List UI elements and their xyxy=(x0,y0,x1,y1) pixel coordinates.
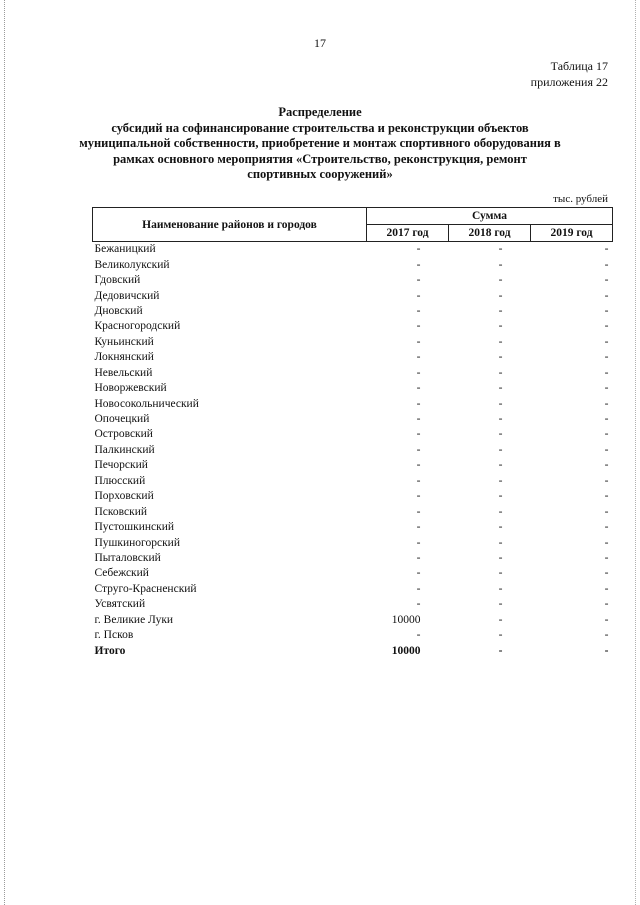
row-value-2018: - xyxy=(498,582,503,595)
row-value-2019: - xyxy=(604,474,609,487)
row-name: Пустошкинский xyxy=(94,521,175,534)
row-name: Пушкиногорский xyxy=(94,536,180,549)
row-name: Новоржевский xyxy=(94,382,167,395)
table-row xyxy=(93,535,613,550)
table-row xyxy=(93,304,613,319)
row-value-2017: - xyxy=(416,413,421,426)
row-value-2019: - xyxy=(604,536,609,549)
row-value-2019: - xyxy=(604,243,609,256)
title-line4: рамках основного мероприятия «Строительство, реконструкция, ремонт xyxy=(113,151,527,166)
title-line3: муниципальной собственности, приобретение и монтаж спортивного оборудования в xyxy=(79,136,561,150)
document-title xyxy=(60,105,580,183)
table-row xyxy=(93,628,613,643)
row-value-2017: - xyxy=(416,551,421,564)
table-row xyxy=(93,613,613,628)
total-label: Итого xyxy=(94,644,126,657)
table-row xyxy=(93,412,613,427)
row-value-2018: - xyxy=(498,382,503,395)
row-name: Себежский xyxy=(94,567,149,580)
row-name: Палкинский xyxy=(94,443,155,456)
row-value-2017: - xyxy=(416,304,421,317)
header-year-2017: 2017 год xyxy=(367,225,449,242)
table-row xyxy=(93,366,613,381)
total-value-2019: - xyxy=(604,644,609,657)
row-value-2017: - xyxy=(416,366,421,379)
row-value-2018: - xyxy=(498,274,503,287)
scan-edge-left xyxy=(4,0,6,905)
table-row xyxy=(93,257,613,272)
row-value-2019: - xyxy=(604,567,609,580)
table-header-row xyxy=(93,208,613,225)
table-row xyxy=(93,350,613,365)
row-value-2017: - xyxy=(416,320,421,333)
title-line1: Распределение xyxy=(278,105,362,119)
row-value-2019: - xyxy=(604,598,609,611)
row-name: Куньинский xyxy=(94,335,154,348)
row-value-2017: - xyxy=(416,382,421,395)
row-value-2018: - xyxy=(498,551,503,564)
row-value-2018: - xyxy=(498,304,503,317)
row-value-2018: - xyxy=(498,505,503,518)
table-total-row xyxy=(93,643,613,658)
row-value-2017: - xyxy=(416,505,421,518)
row-value-2018: - xyxy=(498,443,503,456)
row-value-2018: - xyxy=(498,536,503,549)
distribution-table xyxy=(92,207,613,659)
row-name: Локнянский xyxy=(94,351,154,364)
table-row xyxy=(93,520,613,535)
table-row xyxy=(93,242,613,258)
row-value-2017: - xyxy=(416,274,421,287)
row-value-2018: - xyxy=(498,629,503,642)
table-reference-line1: Таблица 17 xyxy=(550,59,608,73)
scan-edge-right xyxy=(635,0,637,905)
row-name: Невельский xyxy=(94,366,153,379)
row-value-2017: - xyxy=(416,459,421,472)
row-value-2018: - xyxy=(498,413,503,426)
row-name: г. Псков xyxy=(94,629,134,642)
row-name: Новосокольнический xyxy=(94,397,199,410)
row-name: Псковский xyxy=(94,505,148,518)
row-value-2017: - xyxy=(416,567,421,580)
row-value-2019: - xyxy=(604,582,609,595)
row-value-2019: - xyxy=(604,397,609,410)
total-value-2018: - xyxy=(498,644,503,657)
header-year-2018: 2018 год xyxy=(449,225,531,242)
row-value-2017: - xyxy=(416,289,421,302)
row-name: Красногородский xyxy=(94,320,181,333)
row-value-2017: - xyxy=(416,521,421,534)
row-value-2017: - xyxy=(416,397,421,410)
row-value-2019: - xyxy=(604,413,609,426)
row-name: Великолукский xyxy=(94,258,170,271)
row-value-2018: - xyxy=(498,243,503,256)
row-value-2019: - xyxy=(604,351,609,364)
row-value-2017: - xyxy=(416,335,421,348)
table-row xyxy=(93,489,613,504)
table-row xyxy=(93,381,613,396)
table-row xyxy=(93,474,613,489)
row-value-2018: - xyxy=(498,335,503,348)
row-value-2018: - xyxy=(498,289,503,302)
row-value-2019: - xyxy=(604,551,609,564)
header-year-2019: 2019 год xyxy=(531,225,613,242)
table-row xyxy=(93,273,613,288)
row-value-2019: - xyxy=(604,505,609,518)
row-value-2018: - xyxy=(498,459,503,472)
row-value-2018: - xyxy=(498,521,503,534)
header-sum: Сумма xyxy=(367,208,613,225)
row-value-2017: - xyxy=(416,629,421,642)
table-row xyxy=(93,458,613,473)
row-name: Дновский xyxy=(94,304,143,317)
title-line2: субсидий на софинансирование строительства и реконструкции объектов xyxy=(111,120,529,135)
row-value-2017: - xyxy=(416,443,421,456)
row-value-2019: - xyxy=(604,613,609,626)
row-value-2019: - xyxy=(604,320,609,333)
table-row xyxy=(93,597,613,612)
row-value-2018: - xyxy=(498,474,503,487)
row-value-2019: - xyxy=(604,443,609,456)
row-value-2018: - xyxy=(498,351,503,364)
row-name: Пыталовский xyxy=(94,551,161,564)
row-value-2019: - xyxy=(604,366,609,379)
table-row xyxy=(93,319,613,334)
row-value-2019: - xyxy=(604,304,609,317)
row-value-2017: - xyxy=(416,351,421,364)
row-value-2019: - xyxy=(604,490,609,503)
row-value-2019: - xyxy=(604,629,609,642)
row-value-2019: - xyxy=(604,382,609,395)
row-value-2019: - xyxy=(604,521,609,534)
row-value-2018: - xyxy=(498,598,503,611)
table-row xyxy=(93,396,613,411)
row-value-2017: - xyxy=(416,243,421,256)
table-reference-line2: приложения 22 xyxy=(530,75,608,89)
row-value-2017: - xyxy=(416,598,421,611)
row-name: Усвятский xyxy=(94,598,146,611)
table-row xyxy=(93,566,613,581)
table-row xyxy=(93,335,613,350)
row-value-2018: - xyxy=(498,320,503,333)
row-name: Бежаницкий xyxy=(94,243,156,256)
row-value-2017: - xyxy=(416,490,421,503)
row-name: Плюсский xyxy=(94,474,146,487)
row-name: Гдовский xyxy=(94,274,141,287)
row-value-2019: - xyxy=(604,428,609,441)
row-value-2017: - xyxy=(416,428,421,441)
row-value-2017: - xyxy=(416,474,421,487)
row-name: Печорский xyxy=(94,459,148,472)
row-value-2018: - xyxy=(498,366,503,379)
row-value-2017: - xyxy=(416,258,421,271)
table-row xyxy=(93,288,613,303)
row-name: Порховский xyxy=(94,490,154,503)
total-value-2017: 10000 xyxy=(391,644,421,657)
row-value-2018: - xyxy=(498,397,503,410)
table-row xyxy=(93,582,613,597)
row-name: Дедовичский xyxy=(94,289,160,302)
table-row xyxy=(93,504,613,519)
table-reference xyxy=(531,58,608,90)
row-name: Струго-Красненский xyxy=(94,582,197,595)
row-value-2018: - xyxy=(498,258,503,271)
row-value-2018: - xyxy=(498,567,503,580)
row-name: Опочецкий xyxy=(94,413,150,426)
row-value-2019: - xyxy=(604,274,609,287)
page-number: 17 xyxy=(314,36,326,50)
units-label: тыс. рублей xyxy=(553,193,608,205)
row-value-2019: - xyxy=(604,335,609,348)
table-row xyxy=(93,551,613,566)
row-name: Островский xyxy=(94,428,153,441)
row-value-2017: - xyxy=(416,582,421,595)
header-name-column: Наименование районов и городов xyxy=(93,208,367,242)
title-line5: спортивных сооружений» xyxy=(247,167,393,181)
row-value-2017: - xyxy=(416,536,421,549)
row-value-2018: - xyxy=(498,490,503,503)
row-value-2018: - xyxy=(498,613,503,626)
row-value-2019: - xyxy=(604,258,609,271)
row-value-2019: - xyxy=(604,289,609,302)
table-row xyxy=(93,443,613,458)
row-value-2017: 10000 xyxy=(391,613,421,626)
row-value-2018: - xyxy=(498,428,503,441)
row-name: г. Великие Луки xyxy=(94,613,174,626)
table-row xyxy=(93,427,613,442)
row-value-2019: - xyxy=(604,459,609,472)
